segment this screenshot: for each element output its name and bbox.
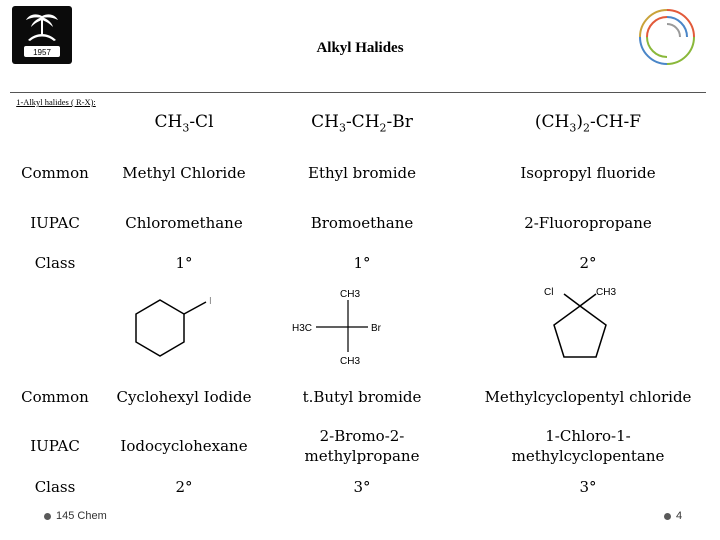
methylcyclopentyl-chloride-structure [530, 284, 650, 374]
substituent-iodine: I [209, 296, 212, 307]
bullet-icon [44, 513, 51, 520]
row-label-iupac: IUPAC [30, 214, 80, 232]
bullet-icon [664, 513, 671, 520]
iupac-name-cell: Iodocyclohexane [120, 437, 248, 455]
section-label: 1-Alkyl halides ( R-X): [16, 97, 96, 107]
row-label-class: Class [34, 254, 76, 272]
class-cell: 3° [579, 478, 597, 496]
page-number: 4 [676, 510, 683, 522]
class-cell: 2° [579, 254, 597, 272]
common-name-cell: Cyclohexyl Iodide [116, 388, 252, 406]
class-cell: 3° [353, 478, 371, 496]
iupac-name-cell: 1-Chloro-1-methylcyclopentane [511, 427, 665, 465]
formula-methyl-chloride: $CH_3-Cl$ [154, 112, 214, 135]
iupac-name-cell: Bromoethane [310, 214, 414, 232]
common-name-cell: Methyl Chloride [122, 164, 246, 182]
logo-year: 1957 [33, 48, 51, 57]
t-butyl-bromide-structure [286, 284, 396, 370]
corner-decoration-icon [636, 6, 698, 68]
iupac-name-cell: 2-Bromo-2-methylpropane [304, 427, 420, 465]
group-methyl: CH3 [596, 287, 617, 298]
footer-course-label: 145 Chem [56, 510, 107, 522]
formula-isopropyl-fluoride: $(CH_3)_2-CH-F$ [534, 112, 642, 135]
formula-ethyl-bromide: $CH_3-CH_2-Br$ [311, 112, 413, 135]
class-cell: 2° [175, 478, 193, 496]
class-cell: 1° [353, 254, 371, 272]
common-name-cell: Ethyl bromide [308, 164, 416, 182]
iupac-name-cell: 2-Fluoropropane [524, 214, 652, 232]
row-label-iupac: IUPAC [30, 437, 80, 455]
row-label-common: Common [21, 388, 89, 406]
iupac-name-cell: Chloromethane [125, 214, 243, 232]
divider [10, 92, 706, 93]
class-cell: 1° [175, 254, 193, 272]
group-right: Br [371, 323, 381, 334]
row-label-class: Class [34, 478, 76, 496]
group-left: H3C [292, 323, 313, 334]
page-title: Alkyl Halides [316, 40, 404, 56]
footer-page [664, 510, 682, 522]
common-name-cell: Isopropyl fluoride [520, 164, 656, 182]
row-label-common: Common [21, 164, 89, 182]
group-top: CH3 [340, 289, 361, 300]
group-bottom: CH3 [340, 356, 361, 367]
footer-course [44, 510, 107, 522]
cyclohexyl-iodide-structure [130, 288, 230, 374]
common-name-cell: t.Butyl bromide [302, 388, 422, 406]
group-chlorine: Cl [544, 287, 554, 298]
common-name-cell: Methylcyclopentyl chloride [484, 388, 692, 406]
